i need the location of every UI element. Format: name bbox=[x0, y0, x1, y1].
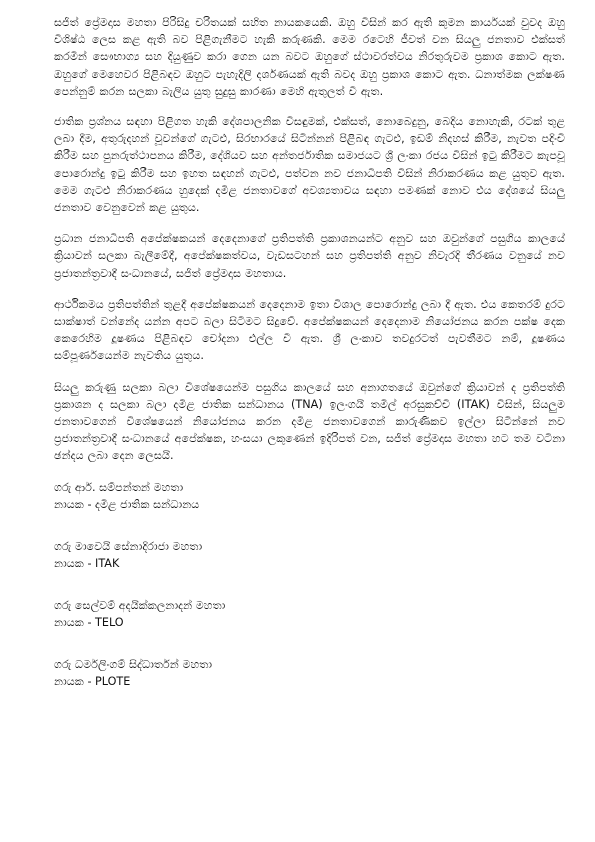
signatory-name: ගරු ආර්. සම්පන්තන් මහතා bbox=[54, 480, 184, 494]
paragraph-national-question: ජාතික ප්‍රශ්නය සඳහා පිළිගත හැකි දේශපාලනික විසඳුමක්, එක්සත්, නොබෙදුනු, බෙදිය නොහැකි, රටක් තුළ ලබා දීම, අතුරුදහන් වූවන්ගේ ගැටළු, සිරභාරයේ සිටින්නන් පිළිබඳ ගැටළු, ඉඩම් නිදහස් කිරීම, නැවත පදිංචි කිරීම සහ පුනරුත්ථාපනය කිරීම, දේශියව සහ අන්තර්ජාතික සමාජයට ශ්‍රී ලංකා රජය විසින් ඉටු කිරීමට කැපවූ පොරොන්දු ඉටු කිරීම සහ ඉහත සඳහන් ගැටළු, පත්වන නව ජනාධිපති විසින් නිරාකරණය කළ යුතුව ඇත. මෙම ගැටළු නිරාකරණය හුදෙක් දමිළ ජනතාවගේ අවශ්‍යතාවය සඳහා පමණක් නොව එය දේශයේ සියලු ජනතාව වෙනුවෙන් කළ යුතුය. bbox=[54, 115, 565, 215]
signatory-name: ගරු මාවෙයි සේනාදිරාජා මහතා bbox=[54, 539, 203, 553]
signatories bbox=[54, 479, 565, 691]
signatory bbox=[54, 479, 565, 514]
paragraph-candidate-choice: ප්‍රධාන ජනාධිපති අපේක්ෂකයන් දෙදෙනාගේ ප්‍රතිපත්ති ප්‍රකාශනයන්ට අනුව සහ ඔවුන්ගේ පසුගිය කාලයේ ක්‍රියාවන් සලකා බැලීමේදී, අපේක්ෂකත්වය, වැඩසටහන් සහ ප්‍රතිපත්ති අනුව නිවැරදි තීරණය වනුයේ නව ප්‍රජාතන්ත්‍රවාදී සංධානයේ, සජිත් ප්‍රේමදාස මහතාය. bbox=[54, 232, 565, 280]
signatory bbox=[54, 656, 565, 691]
signatory-role: නායක - ITAK bbox=[54, 557, 120, 571]
signatory-name: ගරු ධර්මලිංගම් සිද්ධාර්තන් මහතා bbox=[54, 657, 213, 671]
signatory bbox=[54, 538, 565, 573]
signatory-role: නායක - TELO bbox=[54, 616, 124, 630]
signatory bbox=[54, 597, 565, 632]
signatory-role: නායක - දමිළ ජාතික සන්ධානය bbox=[54, 498, 200, 512]
paragraph-economic-policy: ආර්ථිකමය ප්‍රතිපත්තින් තුළදී අපේක්ෂකයන් දෙදෙනාම ඉතා විශාල පොරොන්දු ලබා දී ඇත. එය කෙතරම් දුරට සාක්ෂාත් වන්නේද යන්න අපට බලා සිටීමට සිදුවේ. අපේක්ෂකයන් දෙදෙනාම නියෝජනය කරන පක්ෂ දෙක කෙරෙහිම දූෂණය පිළිබඳව චෝදනා එල්ල වී ඇත. ශ්‍රී ලංකාව තවදුරටත් පැවතීමට නම්, දූෂණය සම්පූර්ණයෙන්ම නැවතිය යුතුය. bbox=[54, 297, 565, 363]
paragraph-intro: සජිත් ප්‍රේමදාස මහතා පිරිසිදු චරිතයක් සහිත නායකයෙකි. ඔහු විසින් කර ඇති කුමන කාර්යයක් වුවද ඔහු විශිෂ්ඨ ලෙස කළ ඇති බව පිළිගැනීමට හැකි කරුණකි. මෙම රටෙහි ජීවත් වන සියලු ජනතාව එක්සත් කරමින් සෞභාග්‍ය සහ දියුණුව කරා ගෙන යන බවට ඔහුගේ ස්ථාවරත්වය නිරතුරුවම ප්‍රකාශ කොට ඇත. ඔහුගේ මෙහෙවර පිළිබඳව ඔහුට පැහැදිලි දර්ශණයක් ඇති බවද ඔහු ප්‍රකාශ කොට ඇත. ධනාත්මක ලක්ෂණ පෙන්නුම් කරන සලකා බැලිය යුතු සුදුසු කාරණා මෙහි ඇතුලත් වී ඇත. bbox=[54, 16, 565, 98]
paragraph-appeal: සියලු කරුණු සලකා බලා විශේෂයෙන්ම පසුගිය කාලයේ සහ අනාගතයේ ඔවුන්ගේ ක්‍රියාවන් ද ප්‍රතිපත්ති ප්‍රකාශන ද සලකා බලා දමිළ ජාතික සන්ධානය (TNA) ඉලංගයි තමිල් අරසුකච්චි (ITAK) විසින්, සියලුම ජනතාවගෙන් විශේෂයෙන් නියෝජනය කරන දමිළ ජනතාවගෙන් කාරුණිකව ඉල්ලා සිටින්නේ නව ප්‍රජාතන්ත්‍රවාදී සංධානයේ අපේක්ෂක, හංසයා ලකුණෙන් ඉදිරිපත් වන, සජිත් ප්‍රේමදාස මහතා හට තම වටිනා ඡන්දය ලබා දෙන ලෙසයි. bbox=[54, 380, 565, 463]
signatory-name: ගරු සෙල්වම් අදයික්කලනාදන් මහතා bbox=[54, 598, 226, 612]
signatory-role: නායක - PLOTE bbox=[54, 675, 131, 689]
